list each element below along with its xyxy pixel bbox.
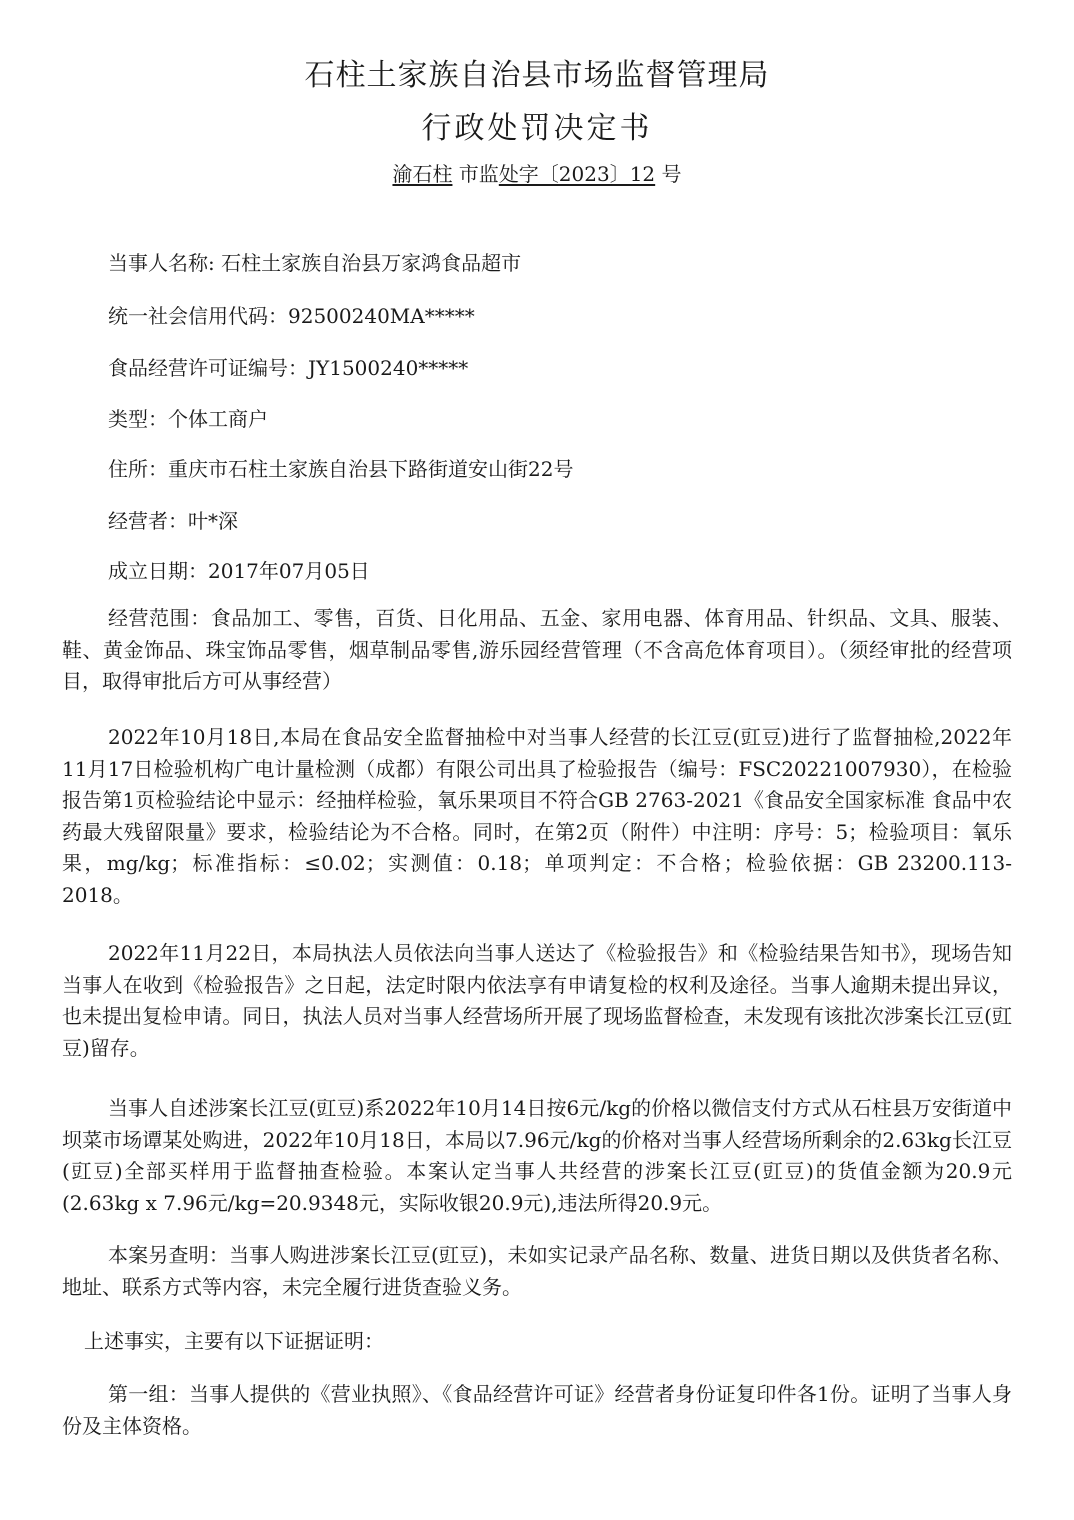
agency-name: 石柱土家族自治县市场监督管理局	[304, 58, 770, 93]
additional-findings-paragraph: 本案另查明：当事人购进涉案长江豆(豇豆)，未如实记录产品名称、数量、进货日期以及供货者名称、地址、联系方式等内容，未完全履行进货查验义务。	[62, 1243, 1012, 1299]
credit-code: 统一社会信用代码：92500240MA*****	[108, 304, 475, 328]
document-title: 行政处罚决定书	[421, 111, 653, 146]
inspection-paragraph: 2022年10月18日,本局在食品安全监督抽检中对当事人经营的长江豆(豇豆)进行了监督抽检,2022年11月17日检验机构广电计量检测（成都）有限公司出具了检验报告（编号：FSC20221007930），在检验报告第1页检验结论中显示：经抽样检验，氧乐果项目不符合GB 2763-2021《食品安全国家标准 食品中农药最大残留限量》要求，检验结论为不合格。同时，在第2页（附件）中注明：序号：5；检验项目：氧乐果，mg/kg；标准指标：≤0.02；实测值：0.18；单项判定：不合格；检验依据：GB 23200.113-2018。	[62, 725, 1012, 907]
evidence-group-1: 第一组：当事人提供的《营业执照》、《食品经营许可证》经营者身份证复印件各1份。证明了当事人身份及主体资格。	[62, 1382, 1012, 1438]
notification-paragraph: 2022年11月22日，本局执法人员依法向当事人送达了《检验报告》和《检验结果告知书》，现场告知当事人在收到《检验报告》之日起，法定时限内依法享有申请复检的权利及途径。当事人逾期未提出异议，也未提出复检申请。同日，执法人员对当事人经营场所开展了现场监督检查，未发现有该批次涉案长江豆(豇豆)留存。	[62, 941, 1012, 1060]
doc-number-code: 处字〔2023〕12	[498, 162, 656, 186]
business-type: 类型：个体工商户	[108, 407, 268, 431]
business-scope-paragraph: 经营范围：食品加工、零售，百货、日化用品、五金、家用电器、体育用品、针织品、文具、服装、鞋、黄金饰品、珠宝饰品零售，烟草制品零售,游乐园经营管理（不含高危体育项目）。（须经审批的经营项目，取得审批后方可从事经营）	[62, 606, 1012, 693]
food-license-number: 食品经营许可证编号：JY1500240*****	[108, 356, 469, 380]
doc-number-suffix: 号	[655, 162, 682, 186]
operator-name: 经营者：叶*深	[108, 509, 238, 533]
purchase-paragraph: 当事人自述涉案长江豆(豇豆)系2022年10月14日按6元/kg的价格以微信支付方式从石柱县万安街道中坝菜市场谭某处购进，2022年10月18日，本局以7.96元/kg的价格对当事人经营场所剩余的2.63kg长江豆(豇豆)全部买样用于监督抽查检验。本案认定当事人共经营的涉案长江豆(豇豆)的货值金额为20.9元(2.63kg x 7.96元/kg=20.9348元，实际收银20.9元),违法所得20.9元。	[62, 1096, 1012, 1215]
evidence-intro: 上述事实，主要有以下证据证明：	[84, 1329, 384, 1353]
party-name: 当事人名称: 石柱土家族自治县万家鸿食品超市	[108, 251, 522, 275]
established-date: 成立日期：2017年07月05日	[108, 559, 370, 583]
doc-number-prefix: 渝石柱	[392, 162, 453, 186]
business-address: 住所：重庆市石柱土家族自治县下路街道安山街22号	[108, 457, 574, 481]
document-number	[0, 158, 1074, 187]
doc-number-agency: 市监	[452, 162, 499, 186]
